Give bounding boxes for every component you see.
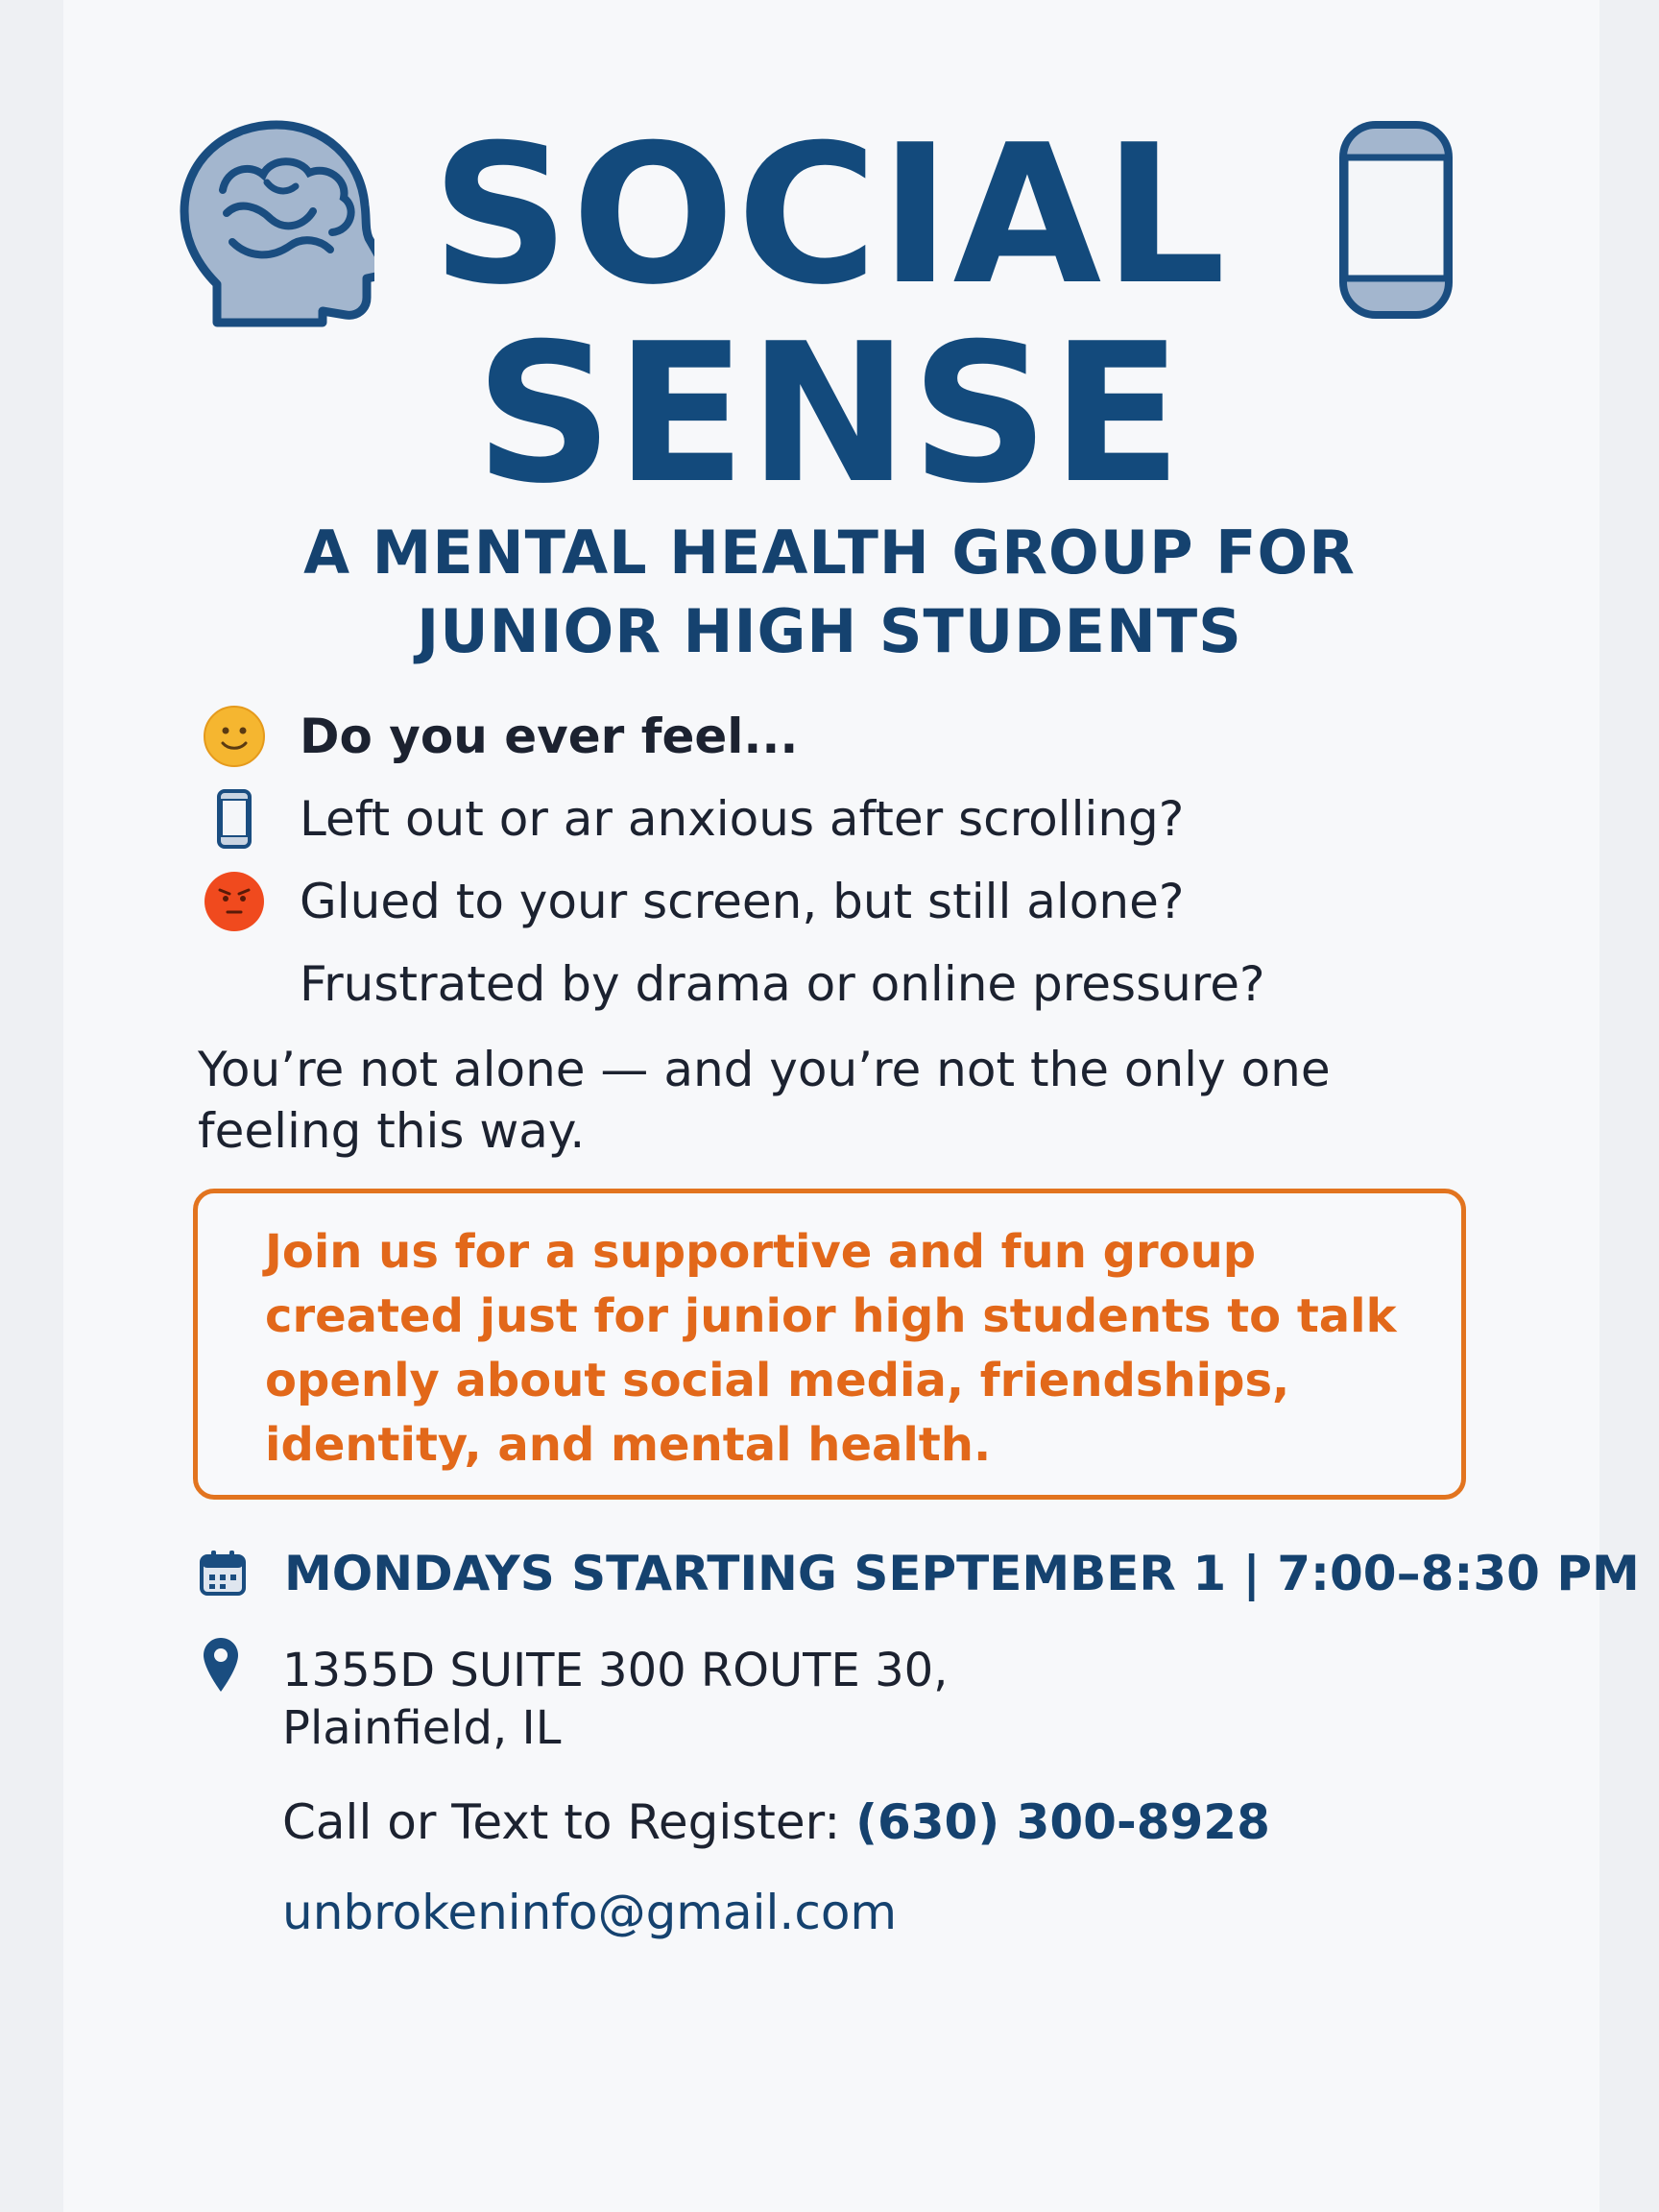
subtitle-line-1: A MENTAL HEALTH GROUP FOR [303, 517, 1356, 588]
feeling-item: Glued to your screen, but still alone? [300, 874, 1185, 929]
reassurance-text: You’re not alone — and you’re not the only one feeling this way. [198, 1042, 1331, 1159]
callout-box [193, 1189, 1466, 1500]
feeling-item: Frustrated by drama or online pressure? [300, 956, 1265, 1012]
smartphone-small-icon [203, 787, 266, 851]
angry-face-icon [203, 870, 266, 933]
feelings-intro: Do you ever feel... [300, 709, 799, 764]
phone-number[interactable]: (630) 300-8928 [855, 1794, 1270, 1850]
subtitle-line-2: JUNIOR HIGH STUDENTS [417, 596, 1242, 666]
calendar-icon [198, 1548, 248, 1598]
feeling-item: Left out or ar anxious after scrolling? [300, 791, 1185, 847]
register-line [282, 1791, 1270, 1853]
schedule-text: MONDAYS STARTING SEPTEMBER 1 | 7:00–8:30 PM [284, 1546, 1640, 1601]
address-line-1: 1355D SUITE 300 ROUTE 30, [282, 1644, 949, 1697]
address-line-2: Plainfield, IL [282, 1701, 562, 1755]
location-pin-icon [200, 1636, 242, 1694]
title-line-1: SOCIAL [431, 104, 1228, 327]
callout-text: Join us for a supportive and fun group created just for junior high students to talk openly about social media, friendships, identity, and mental health. [265, 1225, 1397, 1472]
email-link[interactable]: unbrokeninfo@gmail.com [282, 1885, 898, 1940]
register-label: Call or Text to Register: [282, 1794, 841, 1850]
title-line-2: SENSE [474, 302, 1185, 526]
smiley-face-icon [203, 705, 266, 768]
address [282, 1642, 948, 1757]
